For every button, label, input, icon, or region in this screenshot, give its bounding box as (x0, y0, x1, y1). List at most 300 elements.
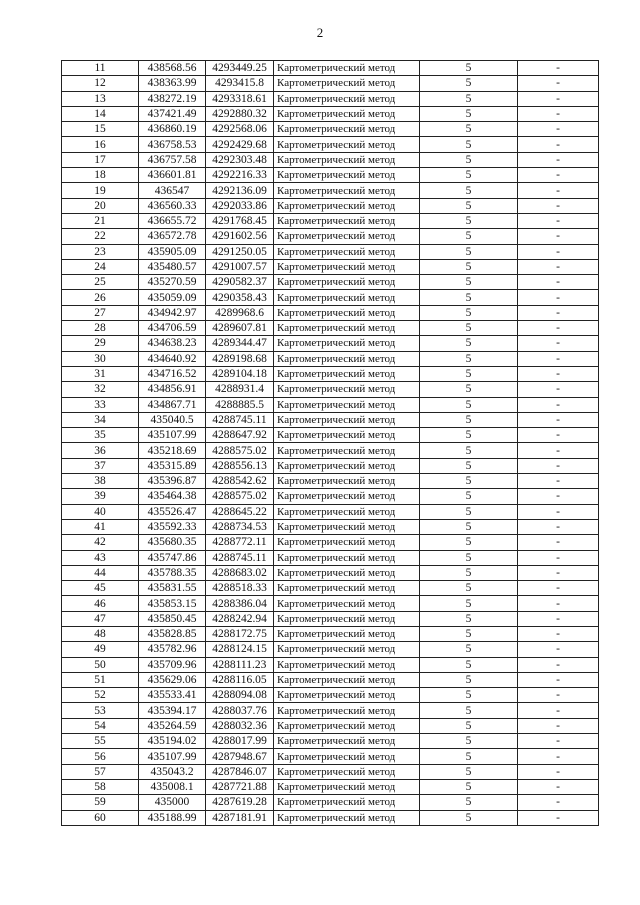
accuracy-cell: 5 (420, 213, 518, 228)
description-cell: - (518, 749, 599, 764)
y-coordinate-cell: 4292880.32 (206, 106, 274, 121)
method-cell: Картометрический метод (274, 810, 420, 825)
point-number-cell: 11 (62, 61, 139, 76)
accuracy-cell: 5 (420, 321, 518, 336)
x-coordinate-cell: 435264.59 (139, 718, 206, 733)
table-row (62, 290, 599, 305)
accuracy-cell: 5 (420, 734, 518, 749)
x-coordinate-cell: 434716.52 (139, 366, 206, 381)
point-number-cell: 36 (62, 443, 139, 458)
method-cell: Картометрический метод (274, 596, 420, 611)
x-coordinate-cell: 435592.33 (139, 519, 206, 534)
accuracy-cell: 5 (420, 428, 518, 443)
description-cell: - (518, 703, 599, 718)
point-number-cell: 13 (62, 91, 139, 106)
table-row (62, 397, 599, 412)
point-number-cell: 56 (62, 749, 139, 764)
description-cell: - (518, 122, 599, 137)
point-number-cell: 26 (62, 290, 139, 305)
point-number-cell: 27 (62, 305, 139, 320)
table-row (62, 106, 599, 121)
y-coordinate-cell: 4288734.53 (206, 519, 274, 534)
y-coordinate-cell: 4288647.92 (206, 428, 274, 443)
description-cell: - (518, 183, 599, 198)
y-coordinate-cell: 4287846.07 (206, 764, 274, 779)
table-row (62, 428, 599, 443)
accuracy-cell: 5 (420, 152, 518, 167)
method-cell: Картометрический метод (274, 749, 420, 764)
table-row (62, 321, 599, 336)
table-row (62, 61, 599, 76)
description-cell: - (518, 259, 599, 274)
accuracy-cell: 5 (420, 764, 518, 779)
description-cell: - (518, 458, 599, 473)
table-row (62, 336, 599, 351)
table-row (62, 152, 599, 167)
x-coordinate-cell: 435526.47 (139, 504, 206, 519)
description-cell: - (518, 137, 599, 152)
accuracy-cell: 5 (420, 596, 518, 611)
y-coordinate-cell: 4291768.45 (206, 213, 274, 228)
table-row (62, 734, 599, 749)
x-coordinate-cell: 435043.2 (139, 764, 206, 779)
description-cell: - (518, 657, 599, 672)
y-coordinate-cell: 4288094.08 (206, 688, 274, 703)
coordinates-table (61, 60, 599, 826)
description-cell: - (518, 626, 599, 641)
y-coordinate-cell: 4287948.67 (206, 749, 274, 764)
method-cell: Картометрический метод (274, 106, 420, 121)
description-cell: - (518, 412, 599, 427)
x-coordinate-cell: 436547 (139, 183, 206, 198)
table-row (62, 122, 599, 137)
table-row (62, 351, 599, 366)
table-row (62, 412, 599, 427)
method-cell: Картометрический метод (274, 152, 420, 167)
y-coordinate-cell: 4290582.37 (206, 275, 274, 290)
point-number-cell: 37 (62, 458, 139, 473)
y-coordinate-cell: 4288124.15 (206, 642, 274, 657)
method-cell: Картометрический метод (274, 168, 420, 183)
method-cell: Картометрический метод (274, 565, 420, 580)
y-coordinate-cell: 4288575.02 (206, 443, 274, 458)
x-coordinate-cell: 435315.89 (139, 458, 206, 473)
description-cell: - (518, 764, 599, 779)
accuracy-cell: 5 (420, 275, 518, 290)
method-cell: Картометрический метод (274, 183, 420, 198)
y-coordinate-cell: 4293415.8 (206, 76, 274, 91)
method-cell: Картометрический метод (274, 688, 420, 703)
table-row (62, 672, 599, 687)
x-coordinate-cell: 435218.69 (139, 443, 206, 458)
y-coordinate-cell: 4288111.23 (206, 657, 274, 672)
method-cell: Картометрический метод (274, 550, 420, 565)
table-row (62, 519, 599, 534)
method-cell: Картометрический метод (274, 290, 420, 305)
accuracy-cell: 5 (420, 305, 518, 320)
point-number-cell: 60 (62, 810, 139, 825)
point-number-cell: 17 (62, 152, 139, 167)
accuracy-cell: 5 (420, 519, 518, 534)
description-cell: - (518, 718, 599, 733)
x-coordinate-cell: 435782.96 (139, 642, 206, 657)
description-cell: - (518, 91, 599, 106)
method-cell: Картометрический метод (274, 504, 420, 519)
table-row (62, 642, 599, 657)
x-coordinate-cell: 435008.1 (139, 779, 206, 794)
point-number-cell: 19 (62, 183, 139, 198)
y-coordinate-cell: 4288037.76 (206, 703, 274, 718)
accuracy-cell: 5 (420, 290, 518, 305)
y-coordinate-cell: 4291007.57 (206, 259, 274, 274)
point-number-cell: 54 (62, 718, 139, 733)
y-coordinate-cell: 4288032.36 (206, 718, 274, 733)
table-row (62, 213, 599, 228)
accuracy-cell: 5 (420, 642, 518, 657)
method-cell: Картометрический метод (274, 336, 420, 351)
description-cell: - (518, 611, 599, 626)
description-cell: - (518, 550, 599, 565)
description-cell: - (518, 305, 599, 320)
accuracy-cell: 5 (420, 779, 518, 794)
point-number-cell: 57 (62, 764, 139, 779)
method-cell: Картометрический метод (274, 519, 420, 534)
table-row (62, 168, 599, 183)
accuracy-cell: 5 (420, 137, 518, 152)
x-coordinate-cell: 434640.92 (139, 351, 206, 366)
y-coordinate-cell: 4288745.11 (206, 550, 274, 565)
method-cell: Картометрический метод (274, 305, 420, 320)
point-number-cell: 41 (62, 519, 139, 534)
accuracy-cell: 5 (420, 688, 518, 703)
table-row (62, 535, 599, 550)
y-coordinate-cell: 4292033.86 (206, 198, 274, 213)
accuracy-cell: 5 (420, 550, 518, 565)
point-number-cell: 42 (62, 535, 139, 550)
description-cell: - (518, 519, 599, 534)
x-coordinate-cell: 436860.19 (139, 122, 206, 137)
point-number-cell: 25 (62, 275, 139, 290)
x-coordinate-cell: 434856.91 (139, 382, 206, 397)
table-row (62, 244, 599, 259)
description-cell: - (518, 565, 599, 580)
description-cell: - (518, 810, 599, 825)
x-coordinate-cell: 438363.99 (139, 76, 206, 91)
accuracy-cell: 5 (420, 504, 518, 519)
y-coordinate-cell: 4287619.28 (206, 795, 274, 810)
x-coordinate-cell: 435905.09 (139, 244, 206, 259)
accuracy-cell: 5 (420, 259, 518, 274)
accuracy-cell: 5 (420, 183, 518, 198)
description-cell: - (518, 443, 599, 458)
point-number-cell: 47 (62, 611, 139, 626)
y-coordinate-cell: 4287181.91 (206, 810, 274, 825)
x-coordinate-cell: 435107.99 (139, 428, 206, 443)
table-row (62, 91, 599, 106)
description-cell: - (518, 535, 599, 550)
accuracy-cell: 5 (420, 198, 518, 213)
description-cell: - (518, 168, 599, 183)
description-cell: - (518, 366, 599, 381)
table-row (62, 76, 599, 91)
x-coordinate-cell: 434706.59 (139, 321, 206, 336)
table-row (62, 596, 599, 611)
method-cell: Картометрический метод (274, 734, 420, 749)
x-coordinate-cell: 435059.09 (139, 290, 206, 305)
y-coordinate-cell: 4288172.75 (206, 626, 274, 641)
x-coordinate-cell: 436601.81 (139, 168, 206, 183)
point-number-cell: 34 (62, 412, 139, 427)
accuracy-cell: 5 (420, 565, 518, 580)
method-cell: Картометрический метод (274, 137, 420, 152)
x-coordinate-cell: 436572.78 (139, 229, 206, 244)
point-number-cell: 49 (62, 642, 139, 657)
method-cell: Картометрический метод (274, 366, 420, 381)
table-row (62, 810, 599, 825)
accuracy-cell: 5 (420, 458, 518, 473)
accuracy-cell: 5 (420, 76, 518, 91)
x-coordinate-cell: 435194.02 (139, 734, 206, 749)
description-cell: - (518, 229, 599, 244)
method-cell: Картометрический метод (274, 428, 420, 443)
accuracy-cell: 5 (420, 91, 518, 106)
point-number-cell: 35 (62, 428, 139, 443)
y-coordinate-cell: 4291250.05 (206, 244, 274, 259)
x-coordinate-cell: 438272.19 (139, 91, 206, 106)
accuracy-cell: 5 (420, 412, 518, 427)
description-cell: - (518, 489, 599, 504)
accuracy-cell: 5 (420, 443, 518, 458)
x-coordinate-cell: 435480.57 (139, 259, 206, 274)
description-cell: - (518, 76, 599, 91)
x-coordinate-cell: 435788.35 (139, 565, 206, 580)
description-cell: - (518, 734, 599, 749)
table-row (62, 703, 599, 718)
table-row (62, 366, 599, 381)
description-cell: - (518, 779, 599, 794)
description-cell: - (518, 688, 599, 703)
x-coordinate-cell: 435680.35 (139, 535, 206, 550)
accuracy-cell: 5 (420, 229, 518, 244)
accuracy-cell: 5 (420, 810, 518, 825)
x-coordinate-cell: 435629.06 (139, 672, 206, 687)
coordinates-table-body (62, 61, 599, 826)
point-number-cell: 59 (62, 795, 139, 810)
table-row (62, 749, 599, 764)
y-coordinate-cell: 4288745.11 (206, 412, 274, 427)
description-cell: - (518, 275, 599, 290)
y-coordinate-cell: 4293318.61 (206, 91, 274, 106)
method-cell: Картометрический метод (274, 764, 420, 779)
x-coordinate-cell: 435394.17 (139, 703, 206, 718)
method-cell: Картометрический метод (274, 275, 420, 290)
table-row (62, 626, 599, 641)
y-coordinate-cell: 4290358.43 (206, 290, 274, 305)
y-coordinate-cell: 4289344.47 (206, 336, 274, 351)
point-number-cell: 29 (62, 336, 139, 351)
table-row (62, 657, 599, 672)
y-coordinate-cell: 4289104.18 (206, 366, 274, 381)
point-number-cell: 21 (62, 213, 139, 228)
point-number-cell: 43 (62, 550, 139, 565)
point-number-cell: 58 (62, 779, 139, 794)
point-number-cell: 55 (62, 734, 139, 749)
table-row (62, 443, 599, 458)
y-coordinate-cell: 4292429.68 (206, 137, 274, 152)
x-coordinate-cell: 434867.71 (139, 397, 206, 412)
x-coordinate-cell: 435853.15 (139, 596, 206, 611)
accuracy-cell: 5 (420, 106, 518, 121)
method-cell: Картометрический метод (274, 657, 420, 672)
method-cell: Картометрический метод (274, 672, 420, 687)
description-cell: - (518, 198, 599, 213)
y-coordinate-cell: 4288242.94 (206, 611, 274, 626)
method-cell: Картометрический метод (274, 703, 420, 718)
method-cell: Картометрический метод (274, 351, 420, 366)
x-coordinate-cell: 435270.59 (139, 275, 206, 290)
method-cell: Картометрический метод (274, 412, 420, 427)
method-cell: Картометрический метод (274, 198, 420, 213)
point-number-cell: 31 (62, 366, 139, 381)
x-coordinate-cell: 434942.97 (139, 305, 206, 320)
description-cell: - (518, 106, 599, 121)
y-coordinate-cell: 4292303.48 (206, 152, 274, 167)
x-coordinate-cell: 435533.41 (139, 688, 206, 703)
point-number-cell: 40 (62, 504, 139, 519)
point-number-cell: 18 (62, 168, 139, 183)
x-coordinate-cell: 436758.53 (139, 137, 206, 152)
table-row (62, 275, 599, 290)
y-coordinate-cell: 4292136.09 (206, 183, 274, 198)
method-cell: Картометрический метод (274, 458, 420, 473)
accuracy-cell: 5 (420, 535, 518, 550)
point-number-cell: 38 (62, 474, 139, 489)
description-cell: - (518, 581, 599, 596)
description-cell: - (518, 795, 599, 810)
y-coordinate-cell: 4293449.25 (206, 61, 274, 76)
x-coordinate-cell: 436560.33 (139, 198, 206, 213)
description-cell: - (518, 321, 599, 336)
point-number-cell: 28 (62, 321, 139, 336)
description-cell: - (518, 244, 599, 259)
y-coordinate-cell: 4288556.13 (206, 458, 274, 473)
x-coordinate-cell: 435188.99 (139, 810, 206, 825)
point-number-cell: 50 (62, 657, 139, 672)
table-row (62, 581, 599, 596)
y-coordinate-cell: 4287721.88 (206, 779, 274, 794)
accuracy-cell: 5 (420, 61, 518, 76)
method-cell: Картометрический метод (274, 581, 420, 596)
method-cell: Картометрический метод (274, 779, 420, 794)
method-cell: Картометрический метод (274, 642, 420, 657)
y-coordinate-cell: 4289968.6 (206, 305, 274, 320)
point-number-cell: 32 (62, 382, 139, 397)
method-cell: Картометрический метод (274, 626, 420, 641)
point-number-cell: 39 (62, 489, 139, 504)
description-cell: - (518, 397, 599, 412)
description-cell: - (518, 152, 599, 167)
accuracy-cell: 5 (420, 382, 518, 397)
y-coordinate-cell: 4288518.33 (206, 581, 274, 596)
y-coordinate-cell: 4289607.81 (206, 321, 274, 336)
point-number-cell: 16 (62, 137, 139, 152)
method-cell: Картометрический метод (274, 474, 420, 489)
table-row (62, 137, 599, 152)
accuracy-cell: 5 (420, 366, 518, 381)
accuracy-cell: 5 (420, 611, 518, 626)
y-coordinate-cell: 4291602.56 (206, 229, 274, 244)
method-cell: Картометрический метод (274, 76, 420, 91)
method-cell: Картометрический метод (274, 122, 420, 137)
description-cell: - (518, 428, 599, 443)
point-number-cell: 51 (62, 672, 139, 687)
x-coordinate-cell: 436655.72 (139, 213, 206, 228)
method-cell: Картометрический метод (274, 397, 420, 412)
y-coordinate-cell: 4288386.04 (206, 596, 274, 611)
point-number-cell: 44 (62, 565, 139, 580)
description-cell: - (518, 382, 599, 397)
table-row (62, 305, 599, 320)
method-cell: Картометрический метод (274, 213, 420, 228)
description-cell: - (518, 474, 599, 489)
table-row (62, 259, 599, 274)
y-coordinate-cell: 4292568.06 (206, 122, 274, 137)
table-row (62, 718, 599, 733)
point-number-cell: 12 (62, 76, 139, 91)
accuracy-cell: 5 (420, 703, 518, 718)
accuracy-cell: 5 (420, 474, 518, 489)
table-row (62, 795, 599, 810)
y-coordinate-cell: 4288772.11 (206, 535, 274, 550)
x-coordinate-cell: 437421.49 (139, 106, 206, 121)
x-coordinate-cell: 435850.45 (139, 611, 206, 626)
description-cell: - (518, 290, 599, 305)
table-row (62, 382, 599, 397)
point-number-cell: 20 (62, 198, 139, 213)
method-cell: Картометрический метод (274, 443, 420, 458)
point-number-cell: 53 (62, 703, 139, 718)
x-coordinate-cell: 435747.86 (139, 550, 206, 565)
method-cell: Картометрический метод (274, 382, 420, 397)
table-row (62, 474, 599, 489)
x-coordinate-cell: 438568.56 (139, 61, 206, 76)
point-number-cell: 48 (62, 626, 139, 641)
y-coordinate-cell: 4289198.68 (206, 351, 274, 366)
accuracy-cell: 5 (420, 795, 518, 810)
x-coordinate-cell: 435709.96 (139, 657, 206, 672)
x-coordinate-cell: 435000 (139, 795, 206, 810)
accuracy-cell: 5 (420, 397, 518, 412)
point-number-cell: 30 (62, 351, 139, 366)
point-number-cell: 15 (62, 122, 139, 137)
table-row (62, 183, 599, 198)
table-row (62, 198, 599, 213)
x-coordinate-cell: 435107.99 (139, 749, 206, 764)
point-number-cell: 23 (62, 244, 139, 259)
description-cell: - (518, 351, 599, 366)
x-coordinate-cell: 435831.55 (139, 581, 206, 596)
point-number-cell: 33 (62, 397, 139, 412)
accuracy-cell: 5 (420, 657, 518, 672)
table-row (62, 565, 599, 580)
accuracy-cell: 5 (420, 489, 518, 504)
description-cell: - (518, 672, 599, 687)
method-cell: Картометрический метод (274, 611, 420, 626)
accuracy-cell: 5 (420, 581, 518, 596)
description-cell: - (518, 213, 599, 228)
y-coordinate-cell: 4288575.02 (206, 489, 274, 504)
point-number-cell: 24 (62, 259, 139, 274)
